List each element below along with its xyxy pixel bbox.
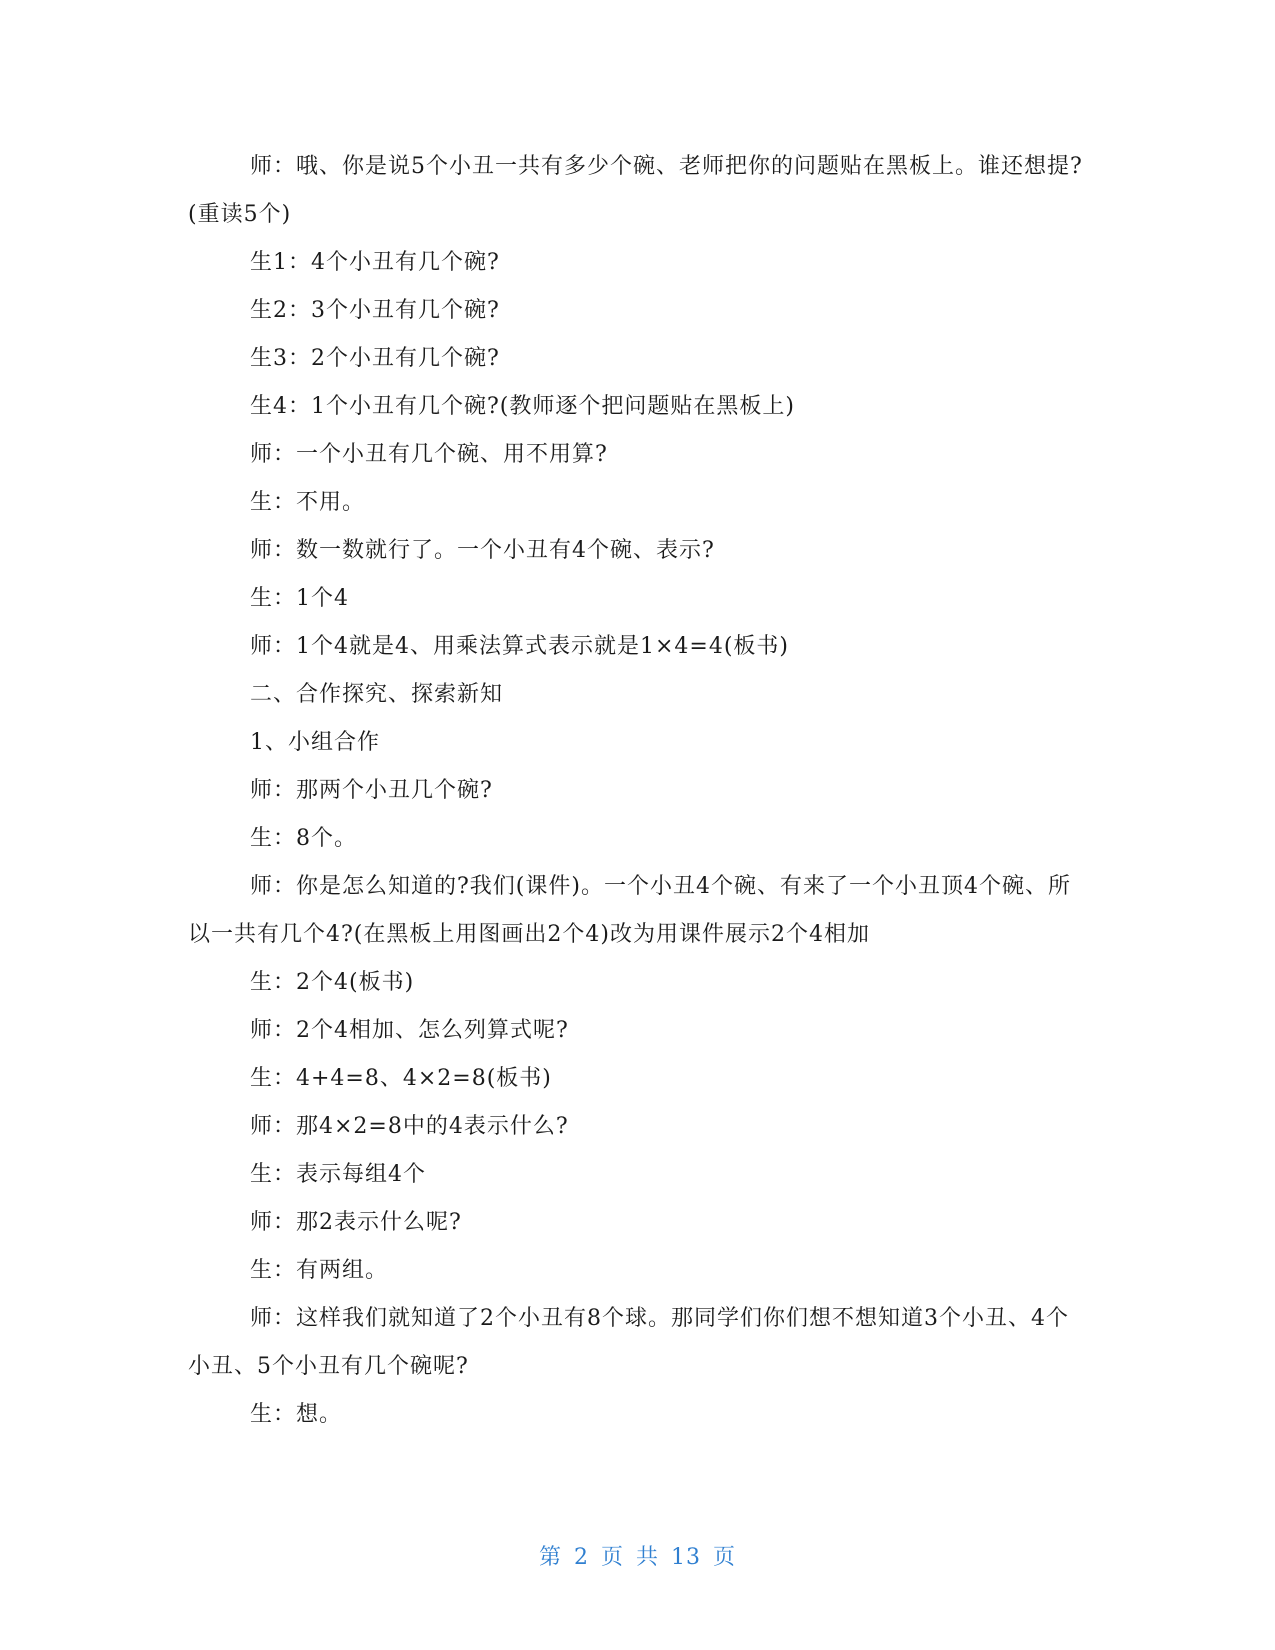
- paragraph: 生2：3个小丑有几个碗?: [250, 298, 500, 323]
- paragraph: 师：2个4相加、怎么列算式呢?: [250, 1018, 569, 1043]
- paragraph: 师：那两个小丑几个碗?: [250, 778, 493, 803]
- paragraph: 师：1个4就是4、用乘法算式表示就是1×4=4(板书): [250, 634, 790, 659]
- paragraph: 师：这样我们就知道了2个小丑有8个球。那同学们你们想不想知道3个小丑、4个小丑、5个小丑有几个碗呢?: [188, 1306, 1069, 1379]
- paragraph: 师：你是怎么知道的?我们(课件)。一个小丑4个碗、有来了一个小丑顶4个碗、所以一共有几个4?(在黑板上用图画出2个4)改为用课件展示2个4相加: [188, 874, 1071, 947]
- paragraph: 师：那2表示什么呢?: [250, 1210, 462, 1235]
- paragraph: 生：8个。: [250, 826, 357, 851]
- total-page-count: 13: [671, 1545, 702, 1570]
- paragraph: 生：有两组。: [250, 1258, 389, 1283]
- section-heading: 二、合作探究、探索新知: [250, 682, 504, 707]
- document-body: [188, 143, 1088, 1439]
- paragraph: 师：哦、你是说5个小丑一共有多少个碗、老师把你的问题贴在黑板上。谁还想提?(重读5个): [188, 154, 1083, 227]
- footer-total-word: 共: [636, 1545, 660, 1570]
- paragraph: 生：2个4(板书): [250, 970, 415, 995]
- paragraph: 生：表示每组4个: [250, 1162, 426, 1187]
- subsection-heading: 1、小组合作: [250, 730, 380, 755]
- footer-page-word: 页: [600, 1545, 624, 1570]
- paragraph: 师：那4×2=8中的4表示什么?: [250, 1114, 569, 1139]
- paragraph: 生：不用。: [250, 490, 366, 515]
- paragraph: 生1：4个小丑有几个碗?: [250, 250, 500, 275]
- paragraph: 生：想。: [250, 1402, 343, 1427]
- paragraph: 生3：2个小丑有几个碗?: [250, 346, 500, 371]
- footer-suffix: 页: [713, 1545, 737, 1570]
- current-page-number: 2: [573, 1545, 589, 1570]
- footer-prefix: 第: [538, 1545, 562, 1570]
- paragraph: 生：4+4=8、4×2=8(板书): [250, 1066, 552, 1091]
- paragraph: 师：一个小丑有几个碗、用不用算?: [250, 442, 608, 467]
- paragraph: 师：数一数就行了。一个小丑有4个碗、表示?: [250, 538, 715, 563]
- page-footer: [0, 1540, 1275, 1571]
- paragraph: 生：1个4: [250, 586, 349, 611]
- paragraph: 生4：1个小丑有几个碗?(教师逐个把问题贴在黑板上): [250, 394, 795, 419]
